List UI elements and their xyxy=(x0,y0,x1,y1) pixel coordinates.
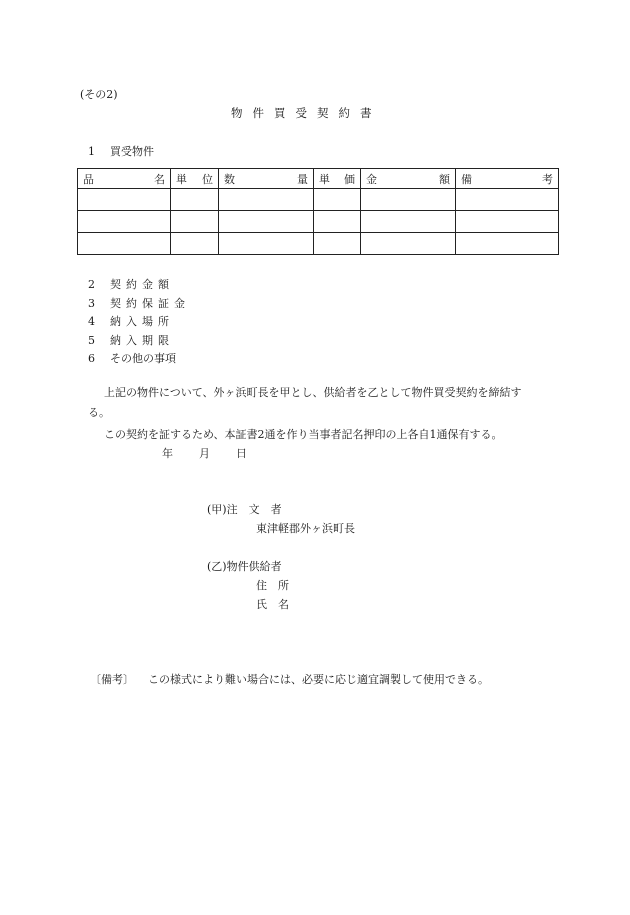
header-amount: 金 額 xyxy=(361,169,456,189)
table-cell xyxy=(78,233,171,255)
body-paragraph-1: 上記の物件について、外ヶ浜町長を甲とし、供給者を乙として物件買受契約を締結す xyxy=(104,386,522,399)
remark-tag: 〔備考〕 xyxy=(90,673,134,686)
date-day: 日 xyxy=(236,447,247,460)
table-cell xyxy=(219,189,314,211)
table-cell xyxy=(314,189,361,211)
document-title: 物件買受契約書 xyxy=(231,106,382,120)
table-cell xyxy=(171,233,219,255)
header-quantity: 数 量 xyxy=(219,169,314,189)
header-remarks: 備 考 xyxy=(456,169,559,189)
date-year: 年 xyxy=(162,447,173,460)
table-cell xyxy=(456,233,559,255)
table-row xyxy=(78,189,559,211)
items-table xyxy=(77,168,559,255)
table-cell xyxy=(219,233,314,255)
table-cell xyxy=(361,211,456,233)
header-unit: 単 位 xyxy=(171,169,219,189)
contract-items-list xyxy=(88,276,190,369)
header-item-name: 品 名 xyxy=(78,169,171,189)
list-item: 3 契約保証金 xyxy=(88,296,190,310)
body-paragraph-1-continued: る。 xyxy=(88,406,110,419)
table-cell xyxy=(456,211,559,233)
party-a-label: (甲)注 文 者 xyxy=(207,503,282,516)
table-cell xyxy=(78,189,171,211)
table-cell xyxy=(219,211,314,233)
table-cell xyxy=(456,189,559,211)
table-cell xyxy=(361,233,456,255)
form-number: (その2) xyxy=(80,88,118,101)
list-item: 6 その他の事項 xyxy=(88,352,176,365)
table-row xyxy=(78,211,559,233)
table-cell xyxy=(171,211,219,233)
date-month: 月 xyxy=(199,447,210,460)
section-1-label: 買受物件 xyxy=(110,145,154,158)
section-1-number: 1 xyxy=(88,145,95,158)
remark-note xyxy=(90,671,489,687)
remark-text: この様式により難い場合には、必要に応じ適宜調製して使用できる。 xyxy=(148,673,489,686)
table-cell xyxy=(314,233,361,255)
section-1-heading xyxy=(88,143,154,159)
table-row xyxy=(78,233,559,255)
party-a-name: 東津軽郡外ヶ浜町長 xyxy=(256,522,355,535)
table-cell xyxy=(78,211,171,233)
table-cell xyxy=(314,211,361,233)
table-cell xyxy=(171,189,219,211)
list-item: 5 納入期限 xyxy=(88,333,174,347)
party-b-name-label: 氏 名 xyxy=(256,598,289,611)
table-header-row xyxy=(78,169,559,189)
party-b-label: (乙)物件供給者 xyxy=(207,560,282,573)
list-item: 4 納入場所 xyxy=(88,315,174,328)
body-paragraph-2: この契約を証するため、本証書2通を作り当事者記名押印の上各自1通保有する。 xyxy=(104,428,503,441)
list-item: 2 契約金額 xyxy=(88,278,174,291)
header-unit-price: 単 価 xyxy=(314,169,361,189)
table-cell xyxy=(361,189,456,211)
date-line xyxy=(162,445,247,461)
party-b-address-label: 住 所 xyxy=(256,579,289,592)
